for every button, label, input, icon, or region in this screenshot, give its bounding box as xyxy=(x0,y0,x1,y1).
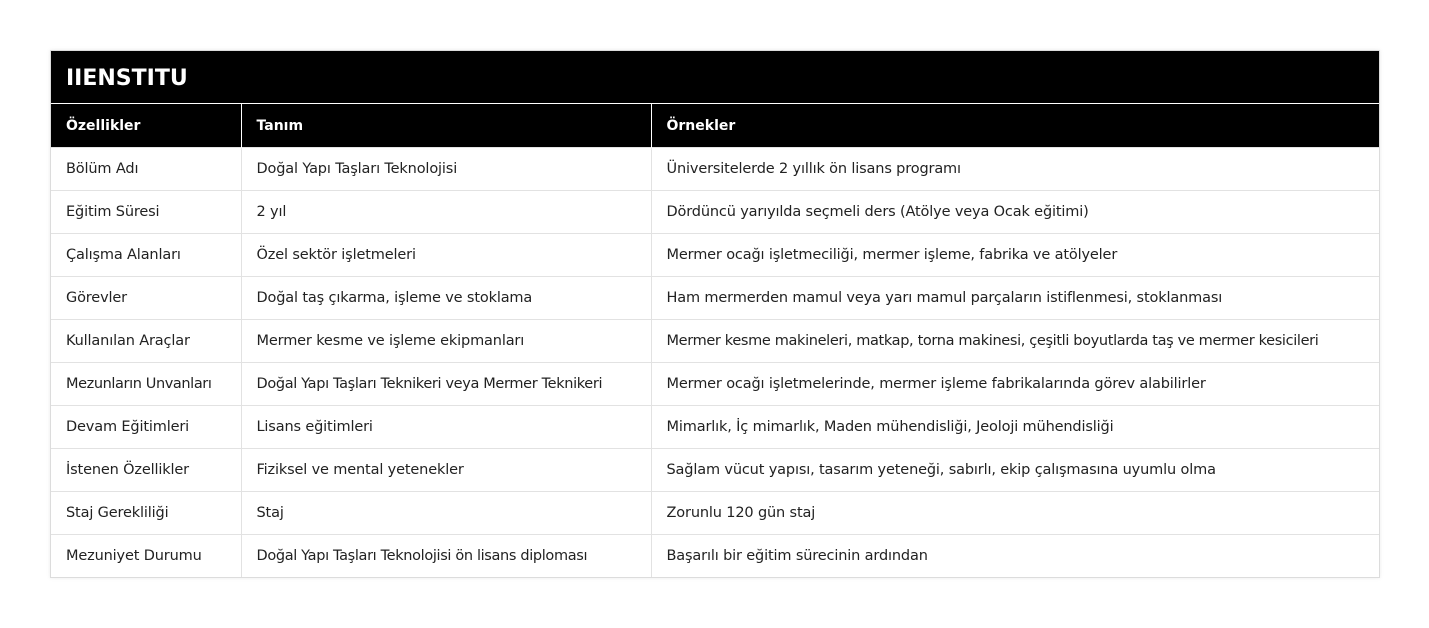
table-row xyxy=(51,277,1379,320)
table-cell: Staj xyxy=(241,492,651,535)
table-row xyxy=(51,449,1379,492)
table-cell: Görevler xyxy=(51,277,241,320)
table-cell: Kullanılan Araçlar xyxy=(51,320,241,363)
table-cell: İstenen Özellikler xyxy=(51,449,241,492)
table-cell: Mezuniyet Durumu xyxy=(51,535,241,578)
column-header-tanim: Tanım xyxy=(241,104,651,148)
table-cell: Başarılı bir eğitim sürecinin ardından xyxy=(651,535,1379,578)
table-cell: Doğal Yapı Taşları Teknolojisi xyxy=(241,148,651,191)
table-cell: Özel sektör işletmeleri xyxy=(241,234,651,277)
table-cell: Doğal taş çıkarma, işleme ve stoklama xyxy=(241,277,651,320)
table-cell: Mermer kesme makineleri, matkap, torna makinesi, çeşitli boyutlarda taş ve mermer kesicileri xyxy=(651,320,1379,363)
table-cell: Sağlam vücut yapısı, tasarım yeteneği, sabırlı, ekip çalışmasına uyumlu olma xyxy=(651,449,1379,492)
table-cell: Mezunların Unvanları xyxy=(51,363,241,406)
table-cell: Doğal Yapı Taşları Teknolojisi ön lisans diploması xyxy=(241,535,651,578)
table-cell: Zorunlu 120 gün staj xyxy=(651,492,1379,535)
table-row xyxy=(51,406,1379,449)
column-header-ornekler: Örnekler xyxy=(651,104,1379,148)
table-row xyxy=(51,191,1379,234)
table-cell: Dördüncü yarıyılda seçmeli ders (Atölye veya Ocak eğitimi) xyxy=(651,191,1379,234)
table-cell: Doğal Yapı Taşları Teknikeri veya Mermer Teknikeri xyxy=(241,363,651,406)
info-table-card xyxy=(50,50,1380,578)
table-cell: Mermer ocağı işletmelerinde, mermer işleme fabrikalarında görev alabilirler xyxy=(651,363,1379,406)
table-row xyxy=(51,320,1379,363)
table-cell: Çalışma Alanları xyxy=(51,234,241,277)
table-row xyxy=(51,535,1379,578)
table-cell: Eğitim Süresi xyxy=(51,191,241,234)
table-title: IIENSTITU xyxy=(51,51,1379,104)
table-cell: Mimarlık, İç mimarlık, Maden mühendisliği, Jeoloji mühendisliği xyxy=(651,406,1379,449)
table-cell: Mermer kesme ve işleme ekipmanları xyxy=(241,320,651,363)
column-header-ozellikler: Özellikler xyxy=(51,104,241,148)
table-row xyxy=(51,234,1379,277)
table-cell: Mermer ocağı işletmeciliği, mermer işleme, fabrika ve atölyeler xyxy=(651,234,1379,277)
table-cell: Ham mermerden mamul veya yarı mamul parçaların istiflenmesi, stoklanması xyxy=(651,277,1379,320)
table-cell: Bölüm Adı xyxy=(51,148,241,191)
table-row xyxy=(51,492,1379,535)
info-table xyxy=(51,104,1379,577)
table-cell: Lisans eğitimleri xyxy=(241,406,651,449)
table-cell: 2 yıl xyxy=(241,191,651,234)
table-cell: Devam Eğitimleri xyxy=(51,406,241,449)
table-row xyxy=(51,148,1379,191)
header-row xyxy=(51,104,1379,148)
table-cell: Staj Gerekliliği xyxy=(51,492,241,535)
table-cell: Üniversitelerde 2 yıllık ön lisans programı xyxy=(651,148,1379,191)
table-row xyxy=(51,363,1379,406)
table-cell: Fiziksel ve mental yetenekler xyxy=(241,449,651,492)
